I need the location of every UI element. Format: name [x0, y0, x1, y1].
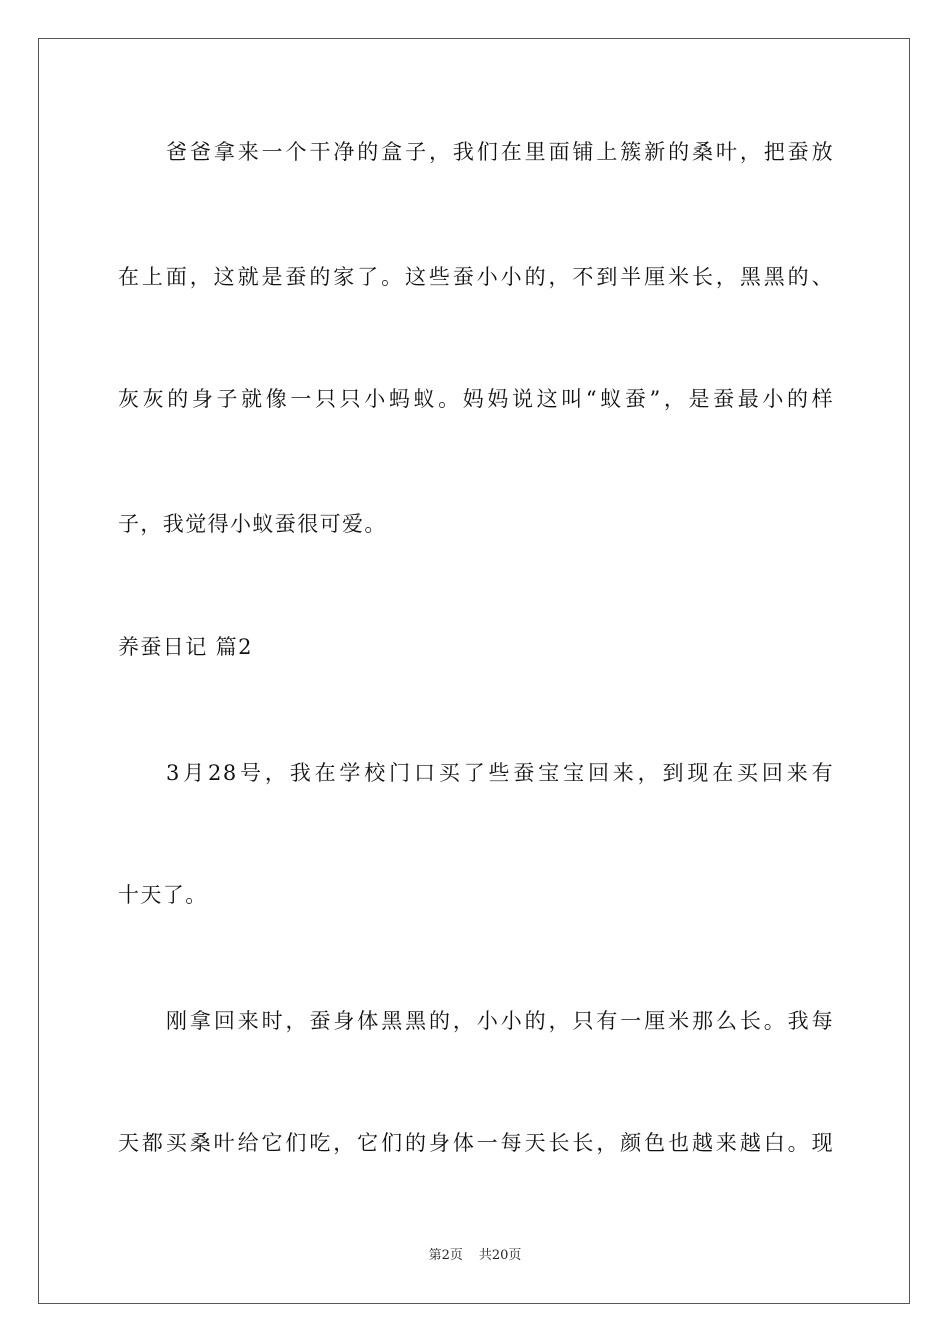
- paragraph-3-line-1: 刚拿回来时，蚕身体黑黑的，小小的，只有一厘米那么长。我每: [166, 1009, 834, 1033]
- paragraph-1-line-1: 爸爸拿来一个干净的盒子，我们在里面铺上簇新的桑叶，把蚕放: [166, 140, 834, 164]
- paragraph-1-line-3: 灰灰的身子就像一只只小蚂蚁。妈妈说这叫“蚁蚕”，是蚕最小的样: [118, 387, 834, 411]
- page-footer: [0, 1246, 950, 1266]
- paragraph-3-line-2: 天都买桑叶给它们吃，它们的身体一每天长长，颜色也越来越白。现: [118, 1131, 834, 1155]
- paragraph-2-line-2: 十天了。: [118, 883, 208, 907]
- paragraph-1-line-2: 在上面，这就是蚕的家了。这些蚕小小的，不到半厘米长，黑黑的、: [118, 265, 834, 289]
- paragraph-2-line-1: 3月28号，我在学校门口买了些蚕宝宝回来，到现在买回来有: [166, 761, 834, 785]
- page-border: [38, 38, 910, 1304]
- paragraph-1-line-4: 子，我觉得小蚁蚕很可爱。: [118, 512, 387, 536]
- page-total: 共20页: [478, 1248, 522, 1263]
- section-heading: 养蚕日记 篇2: [118, 635, 253, 659]
- page-number: 第2页: [428, 1248, 463, 1263]
